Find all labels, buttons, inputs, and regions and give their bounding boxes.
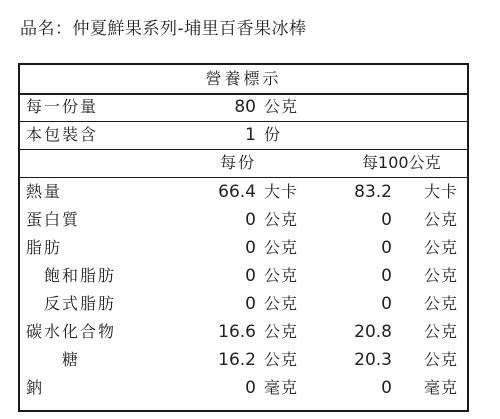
col-per-100-unit: 公克 (408, 153, 441, 172)
per-100-value: 0 (381, 238, 392, 258)
per-100-value: 0 (381, 210, 392, 230)
col-per-serving: 每份 (220, 153, 257, 172)
per-100-value: 20.3 (354, 350, 392, 370)
nutrient-label: 碳水化合物 (26, 322, 117, 341)
servings-label: 本包裝含 (26, 125, 99, 144)
per-serving-unit: 公克 (264, 238, 299, 257)
per-serving-unit: 公克 (264, 210, 299, 229)
divider (20, 149, 467, 150)
per-serving-value: 66.4 (218, 182, 256, 202)
per-serving-value: 0 (245, 210, 256, 230)
per-100-unit: 公克 (424, 322, 459, 341)
divider (20, 93, 467, 95)
per-100-unit: 大卡 (424, 182, 459, 201)
col-per-100 (362, 153, 441, 173)
per-100-value: 0 (381, 294, 392, 314)
nutrient-label: 鈉 (26, 378, 45, 397)
nutrition-facts-panel (18, 63, 469, 412)
per-100-unit: 毫克 (424, 378, 459, 397)
per-100-value: 20.8 (354, 322, 392, 342)
divider (20, 121, 467, 122)
per-100-value: 83.2 (354, 182, 392, 202)
per-serving-unit: 毫克 (264, 378, 299, 397)
per-100-value: 0 (381, 378, 392, 398)
per-serving-unit: 公克 (264, 350, 299, 369)
per-100-unit: 公克 (424, 210, 459, 229)
col-per-100-prefix: 每 (362, 153, 379, 172)
per-serving-value: 16.6 (218, 322, 256, 342)
serving-size-unit: 公克 (264, 97, 299, 116)
per-serving-value: 16.2 (218, 350, 256, 370)
panel-title: 營養標示 (205, 69, 282, 88)
per-serving-value: 0 (245, 238, 256, 258)
nutrient-label: 反式脂肪 (44, 294, 117, 313)
per-serving-unit: 公克 (264, 266, 299, 285)
col-per-100-num: 100 (378, 153, 409, 172)
nutrient-label: 脂肪 (26, 238, 63, 257)
per-serving-value: 0 (245, 294, 256, 314)
per-100-unit: 公克 (424, 238, 459, 257)
nutrient-label: 蛋白質 (26, 210, 81, 229)
servings-value: 1 (245, 125, 256, 145)
per-serving-unit: 公克 (264, 322, 299, 341)
serving-size-label: 每一份量 (26, 97, 99, 116)
per-serving-unit: 公克 (264, 294, 299, 313)
product-title: 品名：仲夏鮮果系列-埔里百香果冰棒 (20, 19, 307, 39)
per-100-value: 0 (381, 266, 392, 286)
per-100-unit: 公克 (424, 350, 459, 369)
nutrient-label: 飽和脂肪 (44, 266, 117, 285)
divider (20, 177, 467, 178)
per-serving-unit: 大卡 (264, 182, 299, 201)
serving-size-value: 80 (234, 97, 256, 117)
per-100-unit: 公克 (424, 294, 459, 313)
servings-unit: 份 (264, 125, 282, 144)
per-serving-value: 0 (245, 378, 256, 398)
nutrient-label: 熱量 (26, 182, 63, 201)
per-100-unit: 公克 (424, 266, 459, 285)
per-serving-value: 0 (245, 266, 256, 286)
nutrient-label: 糖 (62, 350, 81, 369)
